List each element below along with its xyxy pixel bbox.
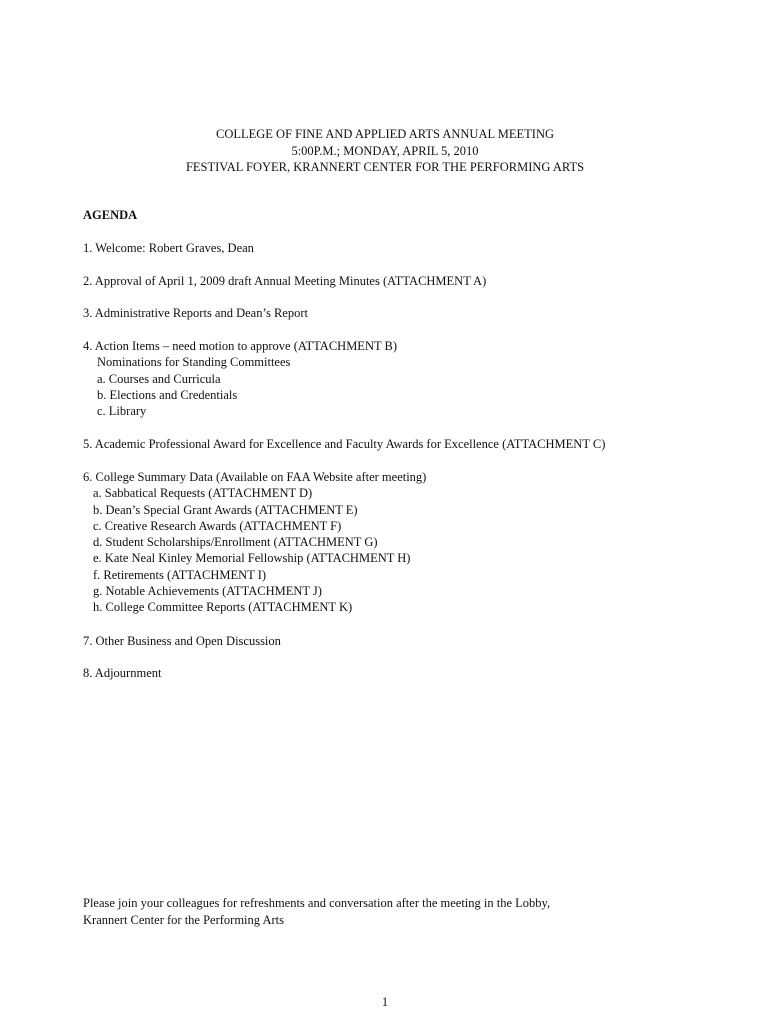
agenda-subitem: b. Dean’s Special Grant Awards (ATTACHMENT E) [93,502,358,517]
agenda-subitem: a. Courses and Curricula [97,371,221,386]
agenda-item-6 [83,469,426,616]
meeting-header [0,126,770,176]
agenda-item-4-title: 4. Action Items – need motion to approve (ATTACHMENT B) [83,339,398,353]
meeting-datetime: 5:00P.M.; MONDAY, APRIL 5, 2010 [291,143,479,158]
agenda-subitem: h. College Committee Reports (ATTACHMENT K) [93,600,353,615]
agenda-item-2: 2. Approval of April 1, 2009 draft Annual Meeting Minutes (ATTACHMENT A) [83,274,487,288]
agenda-item-6-title: 6. College Summary Data (Available on FAA Website after meeting) [83,470,427,484]
agenda-subitem: a. Sabbatical Requests (ATTACHMENT D) [93,486,313,501]
meeting-title: COLLEGE OF FINE AND APPLIED ARTS ANNUAL MEETING [215,127,555,141]
agenda-item-5: 5. Academic Professional Award for Excellence and Faculty Awards for Excellence (ATTACHMENT C) [83,437,606,451]
agenda-subitem: e. Kate Neal Kinley Memorial Fellowship (ATTACHMENT H) [93,551,411,566]
agenda-item-3: 3. Administrative Reports and Dean’s Report [83,306,308,320]
agenda-item-7: 7. Other Business and Open Discussion [83,634,281,648]
closing-line-2: Krannert Center for the Performing Arts [83,912,284,927]
agenda-item-4 [83,338,397,419]
agenda-subitem: c. Library [97,404,147,419]
agenda-subitem: f. Retirements (ATTACHMENT I) [93,567,267,582]
agenda-heading: AGENDA [83,208,138,222]
agenda-subitem: b. Elections and Credentials [97,387,238,402]
agenda-subitem: g. Notable Achievements (ATTACHMENT J) [93,584,322,599]
agenda-subitem: d. Student Scholarships/Enrollment (ATTACHMENT G) [93,535,378,550]
agenda-subitem: c. Creative Research Awards (ATTACHMENT F) [93,518,342,533]
closing-note [83,895,550,928]
agenda-subitem: Nominations for Standing Committees [97,355,291,370]
agenda-item-8: 8. Adjournment [83,666,162,680]
meeting-location: FESTIVAL FOYER, KRANNERT CENTER FOR THE PERFORMING ARTS [185,160,585,174]
closing-line-1: Please join your colleagues for refreshments and conversation after the meeting in the Lobby, [83,896,551,910]
page-number: 1 [381,995,389,1009]
agenda-item-1: 1. Welcome: Robert Graves, Dean [83,241,254,255]
